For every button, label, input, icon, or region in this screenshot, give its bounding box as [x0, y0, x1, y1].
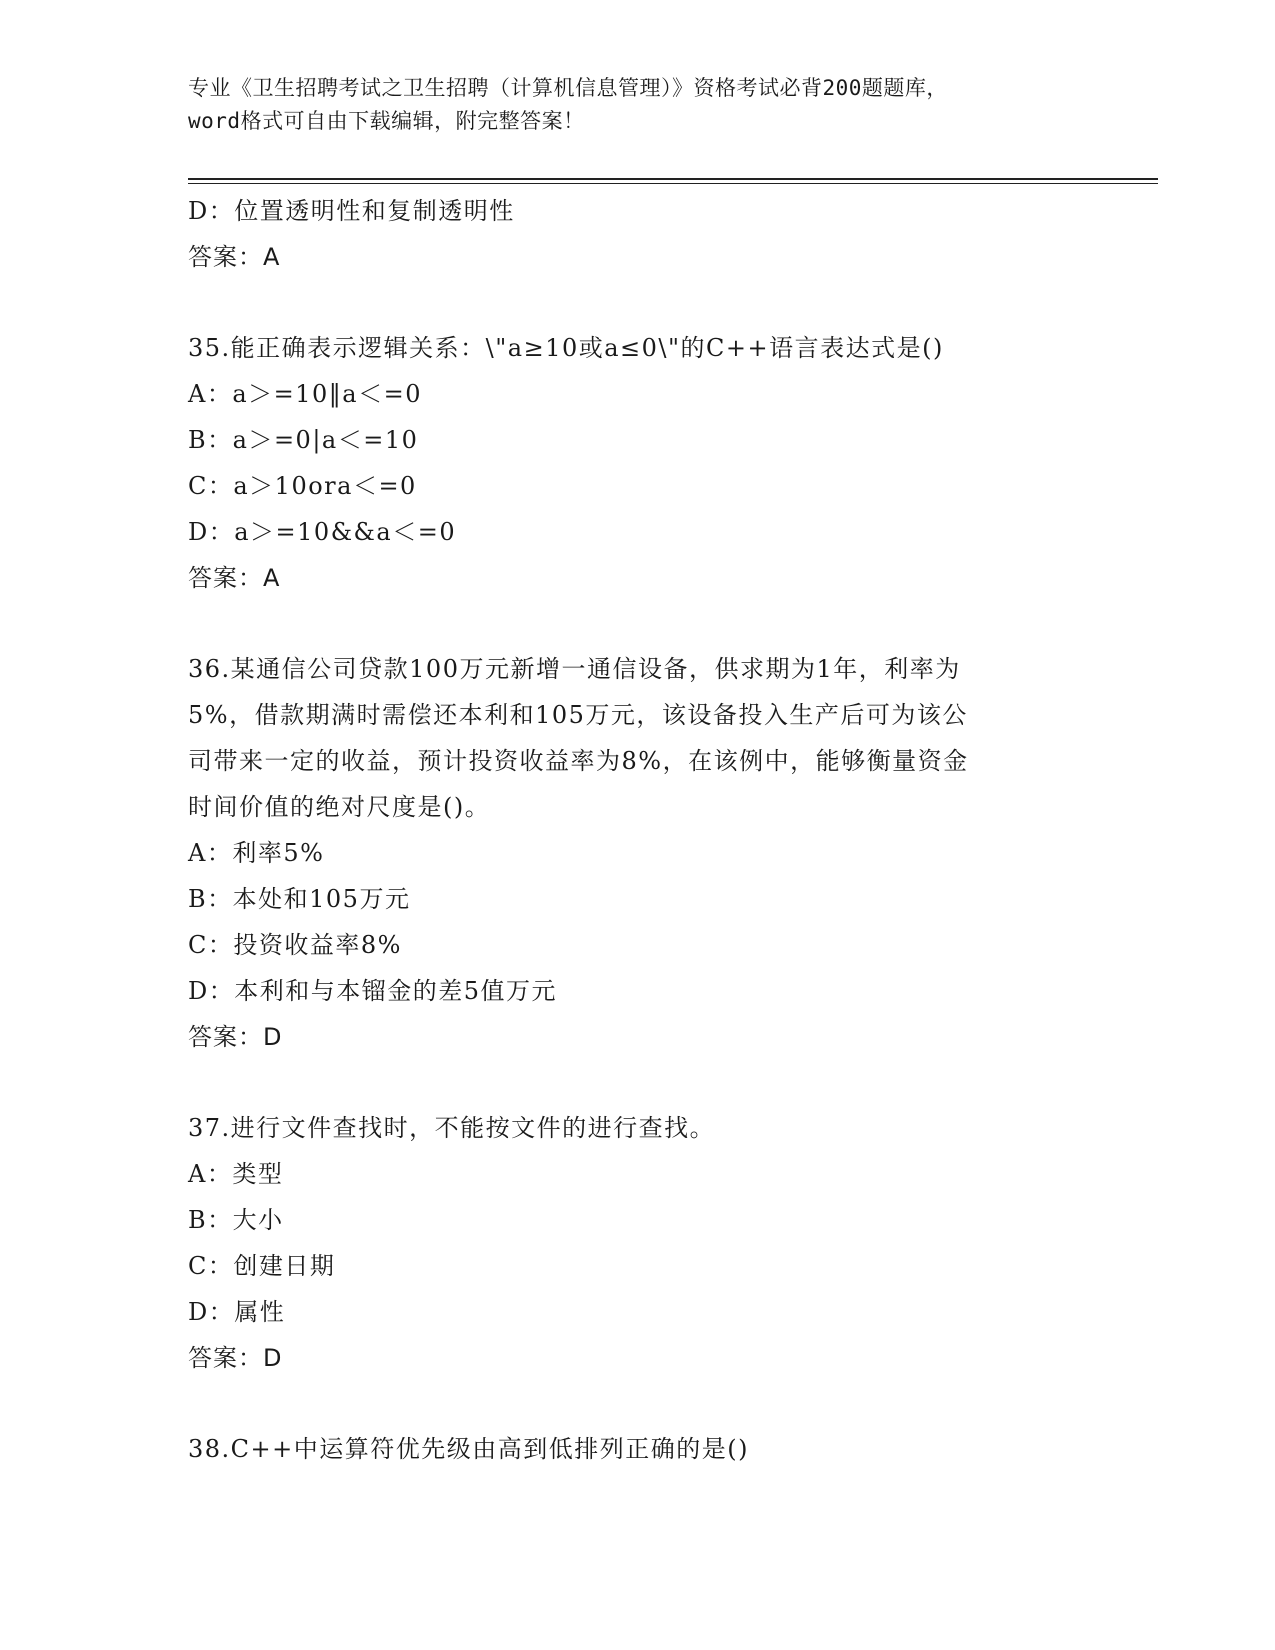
- question-37: [188, 1105, 1088, 1381]
- question-stem-line1: 36.某通信公司贷款100万元新增一通信设备，供求期为1年，利率为: [188, 655, 961, 683]
- answer-line: 答案：D: [188, 1023, 283, 1051]
- question-stem: 38.C++中运算符优先级由高到低排列正确的是(): [188, 1435, 749, 1463]
- question-38: [188, 1426, 1088, 1472]
- question-stem: 37.进行文件查找时，不能按文件的进行查找。: [188, 1114, 716, 1142]
- option-d: D：位置透明性和复制透明性: [188, 197, 515, 225]
- option-d: D：属性: [188, 1298, 286, 1326]
- option-c: C：创建日期: [188, 1252, 336, 1280]
- question-35: [188, 325, 1088, 601]
- question-stem-line4: 时间价值的绝对尺度是()。: [188, 793, 491, 821]
- option-a: A：类型: [188, 1160, 284, 1188]
- option-d: D：a＞=10&&a＜=0: [188, 518, 457, 546]
- option-a: A：a＞=10‖a＜=0: [188, 380, 422, 408]
- question-stem: 35.能正确表示逻辑关系：\"a≥10或a≤0\"的C++语言表达式是(): [188, 334, 944, 362]
- option-b: B：大小: [188, 1206, 284, 1234]
- document-header: [188, 72, 1088, 138]
- question-34-tail: [188, 188, 1088, 280]
- header-divider-thin: [188, 183, 1158, 184]
- spacer: [188, 1381, 1088, 1426]
- option-a: A：利率5%: [188, 839, 325, 867]
- option-d: D：本利和与本镏金的差5值万元: [188, 977, 558, 1005]
- spacer: [188, 280, 1088, 325]
- answer-line: 答案：D: [188, 1344, 283, 1372]
- header-title-line1: 专业《卫生招聘考试之卫生招聘（计算机信息管理）》资格考试必背200题题库，: [188, 76, 948, 100]
- header-title-line2: word格式可自由下载编辑，附完整答案！: [188, 109, 585, 133]
- option-b: B：a＞=0|a＜=10: [188, 426, 419, 454]
- answer-line: 答案：A: [188, 243, 281, 271]
- spacer: [188, 1060, 1088, 1105]
- question-stem-line3: 司带来一定的收益，预计投资收益率为8%，在该例中，能够衡量资金: [188, 747, 969, 775]
- header-divider-thick: [188, 178, 1158, 180]
- document-body: [188, 188, 1088, 1472]
- option-c: C：投资收益率8%: [188, 931, 402, 959]
- question-36: [188, 646, 1088, 1060]
- option-b: B：本处和105万元: [188, 885, 411, 913]
- spacer: [188, 601, 1088, 646]
- option-c: C：a＞10ora＜=0: [188, 472, 417, 500]
- question-stem-line2: 5%，借款期满时需偿还本利和105万元，该设备投入生产后可为该公: [188, 701, 968, 729]
- answer-line: 答案：A: [188, 564, 281, 592]
